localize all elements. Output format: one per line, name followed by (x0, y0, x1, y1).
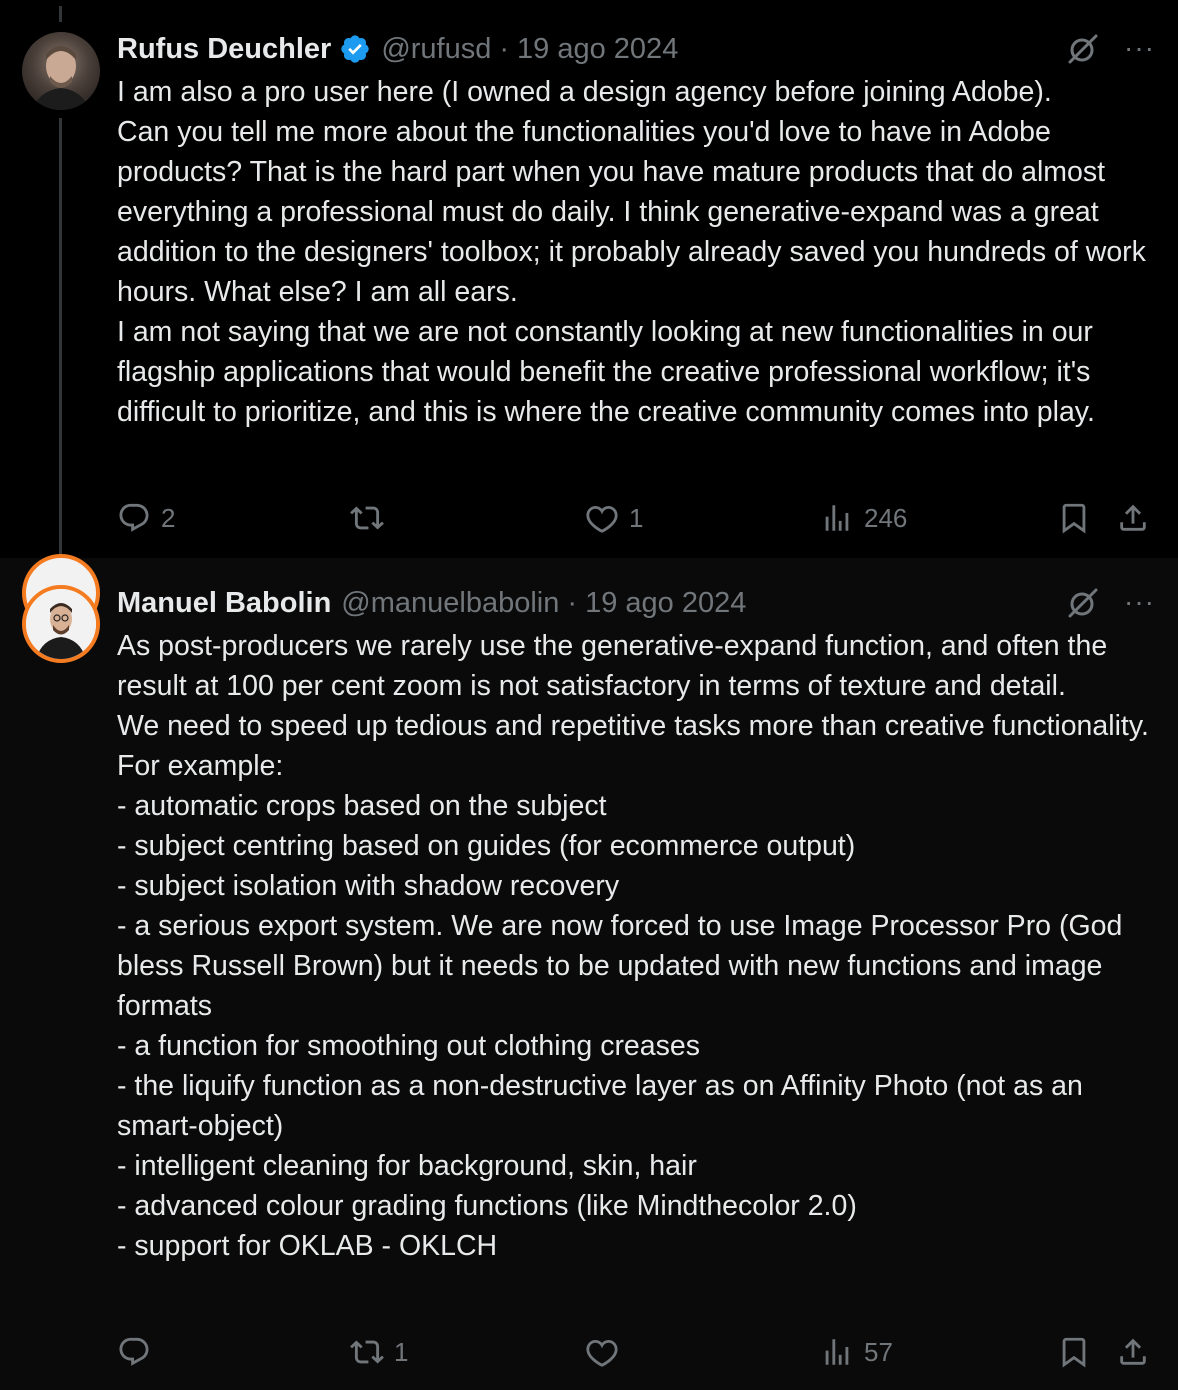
reply-icon (117, 501, 151, 535)
separator: · (567, 586, 578, 619)
reply-button[interactable] (117, 498, 175, 538)
more-options-icon[interactable]: ··· (1124, 32, 1155, 63)
bookmark-icon (1057, 501, 1091, 535)
like-button[interactable] (585, 1332, 629, 1372)
retweet-count: 1 (394, 1336, 409, 1367)
views-button[interactable] (820, 498, 907, 538)
tweet-date[interactable]: 19 ago 2024 (585, 586, 747, 619)
bookmark-icon (1057, 1335, 1091, 1369)
tweet-text: As post-producers we rarely use the generative-expand function, and often the result at 100 per cent zoom is not satisfactory in terms of texture and detail. We need to speed up tedious and repetitive tasks more than creative functionality. For example: - automatic crops based on the subject - subject centring based on guides (for ecommerce output) - subject isolation with shadow recovery - a serious export system. We are now forced to use Image Processor Pro (God bless Russell Brown) but it needs to be updated with new functions and image formats - a function for smoothing out clothing creases - the liquify function as a non-destructive layer as on Affinity Photo (not as an smart-object) - intelligent cleaning for background, skin, hair - advanced colour grading functions (like Mindthecolor 2.0) - support for OKLAB - OKLCH (117, 630, 1149, 1262)
like-icon (585, 1335, 619, 1369)
grok-icon[interactable] (1066, 586, 1100, 620)
bookmark-button[interactable] (1057, 1332, 1091, 1372)
tweet-header (117, 585, 746, 621)
tweet-header (117, 31, 678, 67)
author-name[interactable]: Manuel Babolin (117, 586, 332, 619)
grok-icon[interactable] (1066, 32, 1100, 66)
avatar[interactable] (22, 32, 100, 110)
reply-icon (117, 1335, 151, 1369)
author-handle[interactable]: @rufusd (381, 32, 492, 65)
views-button[interactable] (820, 1332, 893, 1372)
tweet-date[interactable]: 19 ago 2024 (517, 32, 679, 65)
share-icon (1116, 501, 1150, 535)
views-icon (820, 1335, 854, 1369)
share-button[interactable] (1116, 1332, 1150, 1372)
more-options-icon[interactable]: ··· (1124, 586, 1155, 617)
author-name[interactable]: Rufus Deuchler (117, 32, 332, 65)
avatar[interactable] (22, 585, 100, 663)
share-button[interactable] (1116, 498, 1150, 538)
views-count: 246 (864, 502, 908, 533)
retweet-button[interactable] (350, 498, 394, 538)
tweet-actions (117, 1332, 1163, 1372)
separator: · (499, 32, 510, 65)
share-icon (1116, 1335, 1150, 1369)
verified-badge-icon[interactable] (339, 33, 371, 65)
tweet-text: I am also a pro user here (I owned a design agency before joining Adobe). Can you tell me more about the functionalities you'd love to have in Adobe products? That is the hard part when you have mature products that do almost everything a professional must do daily. I think generative-expand was a great addition to the designers' toolbox; it probably already saved you hundreds of work hours. What else? I am all ears. I am not saying that we are not constantly looking at new functionalities in our flagship applications that would benefit the creative professional workflow; it's difficult to prioritize, and this is where the creative community comes into play. (117, 76, 1146, 428)
reply-count: 2 (161, 502, 176, 533)
like-button[interactable] (585, 498, 643, 538)
thread-line (59, 6, 62, 22)
tweet[interactable] (0, 0, 1178, 558)
tweet-actions (117, 498, 1163, 538)
reply-button[interactable] (117, 1332, 161, 1372)
views-count: 57 (864, 1336, 893, 1367)
thread-line (59, 118, 62, 558)
views-icon (820, 501, 854, 535)
retweet-icon (350, 501, 384, 535)
like-icon (585, 501, 619, 535)
author-handle[interactable]: @manuelbabolin (341, 586, 560, 619)
avatar-portrait (22, 32, 100, 110)
retweet-button[interactable] (350, 1332, 408, 1372)
retweet-icon (350, 1335, 384, 1369)
avatar-portrait (26, 589, 96, 659)
like-count: 1 (629, 502, 644, 533)
bookmark-button[interactable] (1057, 498, 1091, 538)
